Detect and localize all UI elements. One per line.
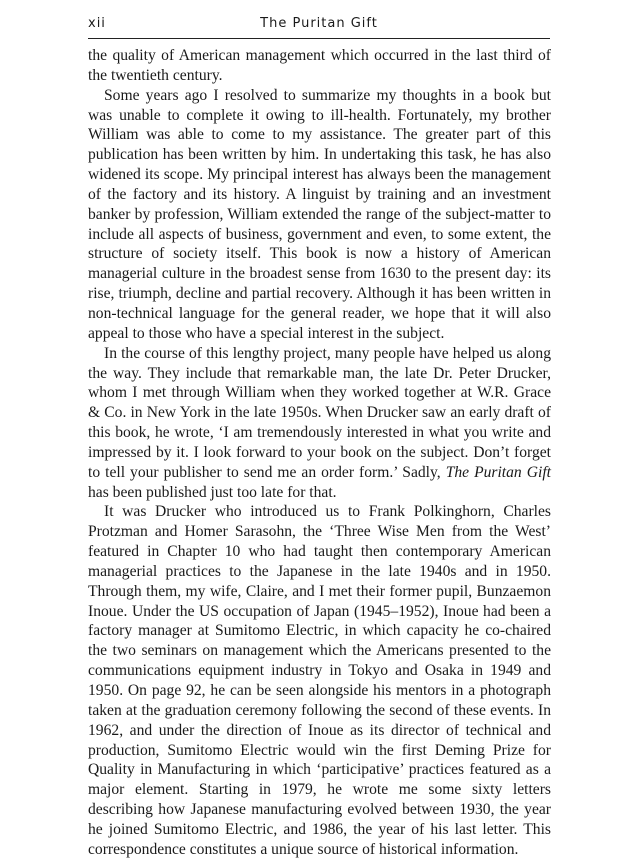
running-header: [88, 12, 550, 39]
paragraph-continued: the quality of American management which occurred in the last third of the twentieth century.: [88, 47, 551, 84]
book-title-italic: The Puritan Gift: [445, 463, 551, 481]
paragraph: It was Drucker who introduced us to Frank Polkinghorn, Charles Protzman and Homer Sarasohn, the ‘Three Wise Men from the West’ featured in Chapter 10 who had taught then contemporary American managerial practices to the Japanese in the late 1940s and in 1950. Through them, my wife, Claire, and I met their former pupil, Bunzaemon Inoue. Under the US occupation of Japan (1945–1952), Inoue had been a factory manager at Sumitomo Electric, in which capacity he co-chaired the two seminars on management which the Americans presented to the communications equipment industry in Tokyo and Osaka in 1949 and 1950. On page 92, he can be seen alongside his mentors in a photograph taken at the graduation ceremony following the second of these events. In 1962, and under the direction of Inoue as its director of technical and production, Sumitomo Electric would win the first Deming Prize for Quality in Manufacturing in which ‘participative’ practices featured as a major element. Starting in 1979, he wrote me some sixty letters describing how Japanese manufacturing evolved between 1930, the year he joined Sumitomo Electric, and 1986, the year of his last letter. This correspondence constitutes a unique source of historical information.: [88, 503, 551, 858]
page-number: xii: [88, 16, 106, 31]
body-text: [88, 46, 551, 860]
paragraph: Some years ago I resolved to summarize my thoughts in a book but was unable to complete it owing to ill-health. Fortunately, my brother William was able to come to my assistance. The greater part of this publication has been written by him. In undertaking this task, he has also widened its scope. My principal interest has always been the management of the factory and its history. A linguist by training and an investment banker by profession, William extended the range of the subject-matter to include all aspects of business, government and even, to some extent, the structure of society itself. This book is now a history of American managerial culture in the broadest sense from 1630 to the present day: its rise, triumph, decline and partial recovery. Although it has been written in non-technical language for the general reader, we hope that it will also appeal to those who have a special interest in the subject.: [88, 86, 551, 342]
paragraph: [88, 344, 551, 503]
running-title: The Puritan Gift: [260, 16, 378, 31]
paragraph-text: In the course of this lengthy project, many people have helped us along the way. They include that remarkable man, the late Dr. Peter Drucker, whom I met through William when they worked together at W.R. Grace & Co. in New York in the late 1950s. When Drucker saw an early draft of this book, he wrote, ‘I am tremendously interested in what you write and impressed by it. I look forward to your book on the subject. Don’t forget to tell your publisher to send me an order form.’ Sadly,: [88, 344, 551, 481]
paragraph-text: has been published just too late for that.: [88, 483, 337, 501]
